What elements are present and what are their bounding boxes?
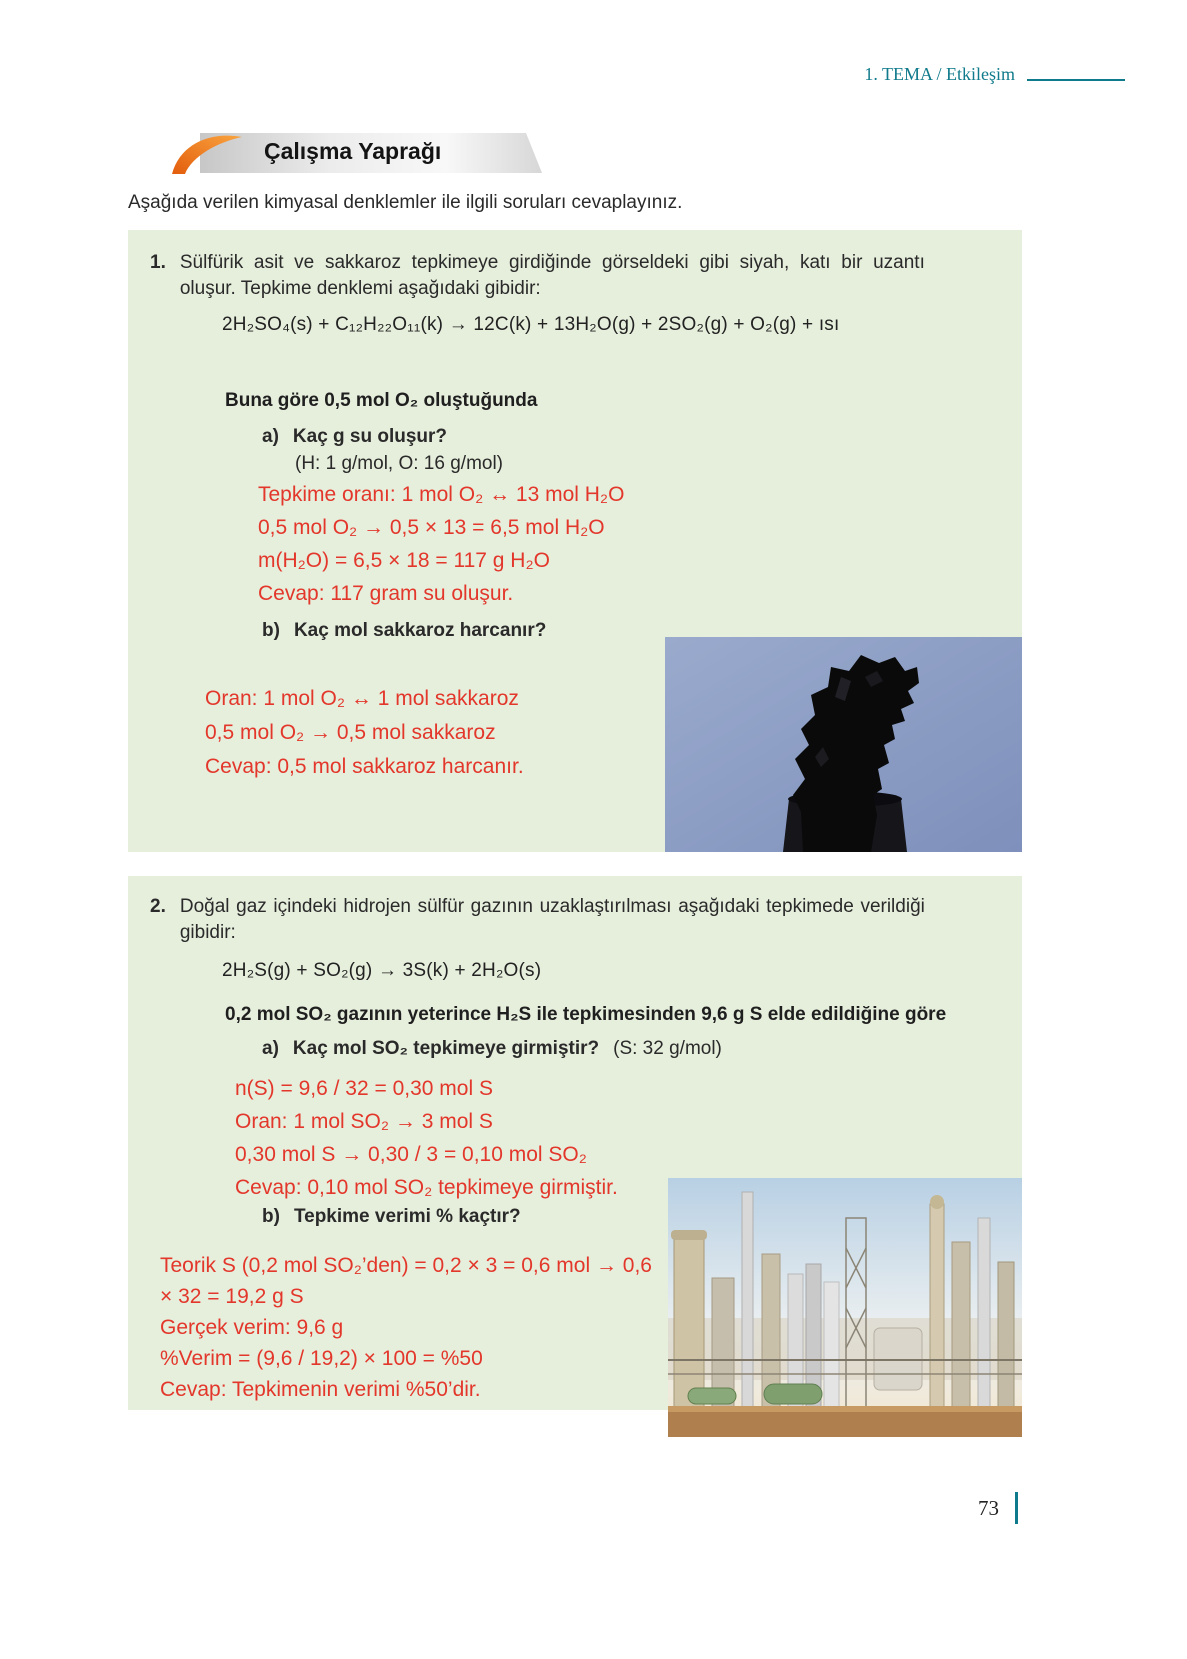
answer-line: Oran: 1 mol O₂ ↔ 1 mol sakkaroz	[205, 687, 519, 710]
intro-text: Aşağıda verilen kimyasal denklemler ile ilgili soruları cevaplayınız.	[128, 192, 683, 213]
question-2a-label: a)	[262, 1038, 279, 1059]
chapter-title: 1. TEMA / Etkileşim	[864, 64, 1015, 84]
page-number: 73	[978, 1495, 999, 1520]
question-2-number: 2.	[150, 896, 166, 917]
question-1-text: Sülfürik asit ve sakkaroz tepkimeye girdiğinde görseldeki gibi siyah, katı bir uzantı oluşur. Tepkime denklemi aşağıdaki gibidir:	[179, 252, 925, 299]
question-1a	[262, 426, 447, 448]
question-1-equation: 2H₂SO₄(s) + C₁₂H₂₂O₁₁(k) → 12C(k) + 13H₂O(g) + 2SO₂(g) + O₂(g) + ısı	[222, 314, 840, 335]
page-number-rule	[1015, 1492, 1018, 1524]
question-2b-label: b)	[262, 1206, 280, 1227]
answer-line: Teorik S (0,2 mol SO₂’den) = 0,2 × 3 = 0,6 mol → 0,6	[160, 1254, 652, 1277]
question-2b	[262, 1206, 521, 1228]
question-1-box	[128, 230, 1022, 852]
question-1b-answer	[205, 682, 655, 784]
leaf-swoosh-icon	[168, 130, 246, 176]
answer-line: 0,5 mol O₂ → 0,5 × 13 = 6,5 mol H₂O	[258, 516, 605, 539]
answer-line: Cevap: 0,5 mol sakkaroz harcanır.	[205, 755, 524, 778]
answer-line: m(H₂O) = 6,5 × 18 = 117 g H₂O	[258, 549, 550, 572]
answer-line: 0,5 mol O₂ → 0,5 mol sakkaroz	[205, 721, 496, 744]
question-1a-text: Kaç g su oluşur?	[292, 426, 448, 447]
question-1a-answer	[258, 478, 624, 610]
answer-line: Cevap: 117 gram su oluşur.	[258, 582, 514, 605]
answer-line: %Verim = (9,6 / 19,2) × 100 = %50	[160, 1347, 483, 1370]
question-2-condition: 0,2 mol SO₂ gazının yeterince H₂S ile tepkimesinden 9,6 g S elde edildiğine göre	[225, 1004, 947, 1025]
question-1b	[262, 620, 546, 642]
question-2a-note: (S: 32 g/mol)	[613, 1038, 722, 1059]
answer-line: n(S) = 9,6 / 32 = 0,30 mol S	[235, 1077, 493, 1100]
answer-line: Gerçek verim: 9,6 g	[160, 1316, 344, 1339]
chapter-header	[864, 64, 1125, 85]
question-1a-label: a)	[262, 426, 279, 447]
question-2-text: Doğal gaz içindeki hidrojen sülfür gazının uzaklaştırılması aşağıdaki tepkimede verildiği gibidir:	[179, 896, 925, 943]
answer-line: Oran: 1 mol SO₂ → 3 mol S	[235, 1110, 493, 1133]
question-1-statement	[150, 250, 925, 302]
question-2b-text: Tepkime verimi % kaçtır?	[293, 1206, 521, 1227]
question-2-statement	[150, 894, 925, 946]
question-2a	[262, 1038, 722, 1060]
answer-line: × 32 = 19,2 g S	[160, 1285, 304, 1308]
carbon-snake-photo	[665, 637, 1022, 852]
question-2-equation: 2H₂S(g) + SO₂(g) → 3S(k) + 2H₂O(s)	[222, 960, 542, 981]
answer-line: 0,30 mol S → 0,30 / 3 = 0,10 mol SO₂	[235, 1143, 587, 1166]
question-1-condition: Buna göre 0,5 mol O₂ oluştuğunda	[225, 390, 538, 411]
header-rule	[1027, 79, 1125, 81]
question-2b-answer	[160, 1250, 680, 1405]
question-1b-text: Kaç mol sakkaroz harcanır?	[293, 620, 547, 641]
question-2a-answer	[235, 1072, 618, 1204]
answer-line: Tepkime oranı: 1 mol O₂ ↔ 13 mol H₂O	[258, 483, 625, 506]
answer-line: Cevap: 0,10 mol SO₂ tepkimeye girmiştir.	[235, 1176, 618, 1199]
question-1a-note: (H: 1 g/mol, O: 16 g/mol)	[295, 453, 504, 474]
question-2a-text: Kaç mol SO₂ tepkimeye girmiştir?	[292, 1038, 600, 1059]
question-1b-label: b)	[262, 620, 280, 641]
question-1-number: 1.	[150, 252, 166, 273]
banner-title: Çalışma Yaprağı	[264, 138, 442, 164]
page-number-area	[978, 1492, 1018, 1524]
question-2-box	[128, 876, 1022, 1410]
refinery-photo	[668, 1178, 1022, 1437]
worksheet-banner	[168, 130, 548, 176]
answer-line: Cevap: Tepkimenin verimi %50’dir.	[160, 1378, 481, 1401]
